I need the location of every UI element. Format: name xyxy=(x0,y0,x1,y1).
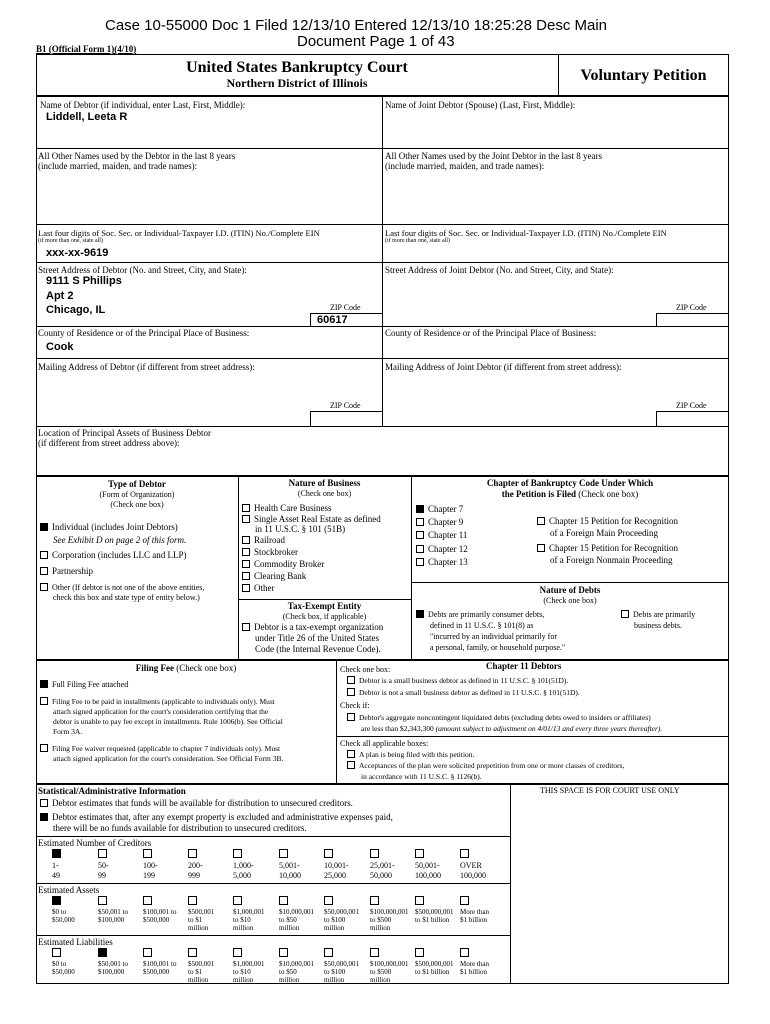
checkbox-clearing-bank[interactable]: Clearing Bank xyxy=(242,571,306,582)
joint-zip-box xyxy=(656,313,729,327)
assets-option[interactable] xyxy=(324,896,359,932)
debtor-mailing-zip-box xyxy=(310,411,383,427)
checkbox-chapter-7[interactable]: Chapter 7 xyxy=(416,504,463,515)
filing-fee-title-wrap xyxy=(36,663,336,673)
debtor-street2: Apt 2 xyxy=(46,290,74,302)
joint-other-names-label: All Other Names used by the Joint Debtor in the last 8 years xyxy=(385,151,602,161)
checkbox-icon[interactable] xyxy=(242,536,250,544)
liabilities-option-label: $100,000,001 xyxy=(370,960,409,968)
checkbox-icon[interactable] xyxy=(242,623,250,631)
debtor-mailing-zip-label: ZIP Code xyxy=(330,401,361,410)
creditors-option-label: 25,000 xyxy=(324,871,346,880)
other-entity-note: check this box and state type of entity below.) xyxy=(53,593,200,602)
creditors-option-label: 100,000 xyxy=(460,871,486,880)
checkbox-icon[interactable] xyxy=(416,545,424,553)
assets-option-label: to $500 xyxy=(370,916,392,924)
assets-option-label: million xyxy=(324,924,345,932)
nature-of-business-title: Nature of Business xyxy=(288,478,361,488)
checkbox-aggregate-debts[interactable]: Debtor's aggregate noncontingent liquidated debts (excluding debts owed to insiders or affiliates) xyxy=(347,712,651,723)
creditors-option-label: 50- xyxy=(98,861,109,870)
checkbox-icon[interactable] xyxy=(279,948,288,957)
liabilities-option[interactable] xyxy=(188,948,214,984)
checkbox-icon[interactable] xyxy=(98,849,107,858)
checkbox-partnership[interactable]: Partnership xyxy=(40,566,93,577)
creditors-option[interactable] xyxy=(370,849,395,881)
checked-box-icon[interactable] xyxy=(416,610,424,618)
assets-option-label: $1,000,001 xyxy=(233,908,265,916)
ch11-check-all: Check all applicable boxes: xyxy=(340,739,429,748)
liabilities-option-label: to $1 xyxy=(188,968,203,976)
checkbox-icon[interactable] xyxy=(416,518,424,526)
creditors-option-label: 199 xyxy=(143,871,155,880)
debtor-ssn-sub: (if more than one, state all) xyxy=(38,238,103,244)
checked-box-icon[interactable] xyxy=(52,896,61,905)
assets-option[interactable] xyxy=(143,896,176,924)
case-stamp-line2: Document Page 1 of 43 xyxy=(297,33,455,50)
checkbox-icon[interactable] xyxy=(347,750,355,758)
assets-option[interactable] xyxy=(415,896,454,924)
liabilities-option-label: million xyxy=(188,976,209,984)
nature-of-business-sub: (Check one box) xyxy=(297,489,352,498)
checkbox-icon[interactable] xyxy=(40,744,48,752)
checkbox-icon[interactable] xyxy=(242,548,250,556)
checkbox-icon[interactable] xyxy=(347,688,355,696)
ch11-check-if: Check if: xyxy=(340,701,370,710)
checkbox-corporation[interactable]: Corporation (includes LLC and LLP) xyxy=(40,550,186,561)
assets-option-label: million xyxy=(188,924,209,932)
checkbox-chapter-13[interactable]: Chapter 13 xyxy=(416,557,468,568)
debtor-street1: 9111 S Phillips xyxy=(46,275,122,287)
creditors-option[interactable] xyxy=(324,849,349,881)
installments-line2: attach signed application for the court's consideration certifying that the xyxy=(53,707,269,716)
checkbox-fee-waiver[interactable]: Filing Fee waiver requested (applicable to chapter 7 individuals only). Must xyxy=(40,744,280,754)
checked-box-icon[interactable] xyxy=(52,849,61,858)
form-id: B1 (Official Form 1)(4/10) xyxy=(36,44,137,54)
joint-street-label: Street Address of Joint Debtor (No. and Street, City, and State): xyxy=(385,265,614,275)
creditors-option-label: 999 xyxy=(188,871,200,880)
debtor-city: Chicago, IL xyxy=(46,304,106,316)
checkbox-icon[interactable] xyxy=(415,849,424,858)
assets-option[interactable] xyxy=(460,896,489,924)
joint-mailing-label: Mailing Address of Joint Debtor (if different from street address): xyxy=(385,362,622,372)
checkbox-single-asset[interactable]: Single Asset Real Estate as defined xyxy=(242,514,381,525)
creditors-option[interactable] xyxy=(188,849,203,881)
checkbox-icon[interactable] xyxy=(40,551,48,559)
liabilities-option[interactable] xyxy=(415,948,454,976)
assets-option-label: $500,001 xyxy=(188,908,215,916)
checkbox-icon[interactable] xyxy=(347,761,355,769)
creditors-option-label: 99 xyxy=(98,871,106,880)
assets-option[interactable] xyxy=(188,896,214,932)
checkbox-acceptances[interactable]: Acceptances of the plan were solicited prepetition from one or more classes of creditors, xyxy=(347,760,624,771)
checked-box-icon[interactable] xyxy=(40,680,48,688)
assets-option-label: $50,000,001 xyxy=(324,908,359,916)
checkbox-icon[interactable] xyxy=(242,584,250,592)
assets-option-label: to $10 xyxy=(233,916,251,924)
checkbox-individual[interactable]: Individual (includes Joint Debtors) xyxy=(40,522,178,533)
case-stamp-line1: Case 10-55000 Doc 1 Filed 12/13/10 Entered 12/13/10 18:25:28 Desc Main xyxy=(105,17,608,34)
business-debts-line2: business debts. xyxy=(634,621,682,630)
checkbox-railroad[interactable]: Railroad xyxy=(242,535,285,546)
debtor-name: Liddell, Leeta R xyxy=(46,111,128,123)
assets-option-label: $100,001 to xyxy=(143,908,177,916)
assets-option-label: $0 to xyxy=(52,908,67,916)
debtor-street-label: Street Address of Debtor (No. and Street, City, and State): xyxy=(38,265,247,275)
assets-option-label: million xyxy=(279,924,300,932)
creditors-option-label: 1,000- xyxy=(233,861,254,870)
checkbox-icon[interactable] xyxy=(40,567,48,575)
checkbox-icon[interactable] xyxy=(415,896,424,905)
checkbox-icon[interactable] xyxy=(370,948,379,957)
assets-option-label: More than xyxy=(460,908,489,916)
liabilities-option-label: to $50 xyxy=(279,968,297,976)
liabilities-option[interactable] xyxy=(98,948,128,976)
assets-option-label: $500,000 xyxy=(143,916,170,924)
checked-box-icon[interactable] xyxy=(40,813,48,821)
checkbox-health-care[interactable]: Health Care Business xyxy=(242,503,331,514)
chapter-15-main-line2: of a Foreign Main Proceeding xyxy=(550,528,658,538)
filing-fee-title: Filing Fee xyxy=(135,663,174,673)
creditors-option-label: 49 xyxy=(52,871,60,880)
checkbox-other-business[interactable]: Other xyxy=(242,583,275,594)
creditors-option-label: 50,000 xyxy=(370,871,392,880)
debtor-other-names-sub: (include married, maiden, and trade names): xyxy=(38,161,198,171)
joint-zip-label: ZIP Code xyxy=(676,303,707,312)
debtor-ssn: xxx-xx-9619 xyxy=(46,247,109,259)
liabilities-option[interactable] xyxy=(233,948,265,984)
checkbox-commodity-broker[interactable]: Commodity Broker xyxy=(242,559,324,570)
checkbox-chapter-15-nonmain[interactable]: Chapter 15 Petition for Recognition xyxy=(537,543,678,554)
checkbox-icon[interactable] xyxy=(98,896,107,905)
checkbox-icon[interactable] xyxy=(143,896,152,905)
checkbox-icon[interactable] xyxy=(52,948,61,957)
chapter-15-nonmain-line2: of a Foreign Nonmain Proceeding xyxy=(550,555,673,565)
checkbox-icon[interactable] xyxy=(279,896,288,905)
creditors-option-label: 5,001- xyxy=(279,861,300,870)
assets-option-label: to $1 billion xyxy=(415,916,450,924)
consumer-debts-line3: "incurred by an individual primarily for xyxy=(430,632,558,641)
debtor-county: Cook xyxy=(46,341,74,353)
checkbox-no-funds[interactable]: Debtor estimates that, after any exempt property is excluded and administrative expenses paid, xyxy=(40,812,393,823)
nature-of-debts-title: Nature of Debts xyxy=(539,585,601,595)
liabilities-option-label: to $100 xyxy=(324,968,346,976)
liabilities-option[interactable] xyxy=(143,948,176,976)
petition-title: Voluntary Petition xyxy=(580,67,707,84)
checkbox-icon[interactable] xyxy=(188,849,197,858)
creditors-option-label: 100- xyxy=(143,861,158,870)
checkbox-icon[interactable] xyxy=(40,799,48,807)
ch11-title: Chapter 11 Debtors xyxy=(486,661,562,671)
debtor-county-label: County of Residence or of the Principal Place of Business: xyxy=(38,328,250,338)
liabilities-option[interactable] xyxy=(370,948,409,984)
checkbox-icon[interactable] xyxy=(233,948,242,957)
assets-option-label: $50,001 to xyxy=(98,908,128,916)
creditors-option-label: 10,000 xyxy=(279,871,301,880)
installments-line4: Form 3A. xyxy=(53,727,83,736)
creditors-option-label: OVER xyxy=(460,861,482,870)
type-of-debtor-title: Type of Debtor xyxy=(108,479,166,489)
liabilities-option[interactable] xyxy=(460,948,489,976)
liabilities-option-label: $10,000,001 xyxy=(279,960,314,968)
joint-county-label: County of Residence or of the Principal Place of Business: xyxy=(385,328,597,338)
joint-other-names-sub: (include married, maiden, and trade names): xyxy=(385,161,545,171)
checkbox-icon[interactable] xyxy=(188,896,197,905)
checkbox-funds-available[interactable]: Debtor estimates that funds will be available for distribution to unsecured creditors. xyxy=(40,798,353,809)
creditors-option[interactable] xyxy=(233,849,254,881)
acceptances-line2: in accordance with 11 U.S.C. § 1126(b). xyxy=(361,772,482,781)
checked-box-icon[interactable] xyxy=(40,523,48,531)
single-asset-cite: in 11 U.S.C. § 101 (51B) xyxy=(255,524,346,534)
assets-option[interactable] xyxy=(370,896,409,932)
liabilities-option-label: $0 to xyxy=(52,960,67,968)
chapter-title1: Chapter of Bankruptcy Code Under Which xyxy=(486,478,654,488)
assets-option-label: $50,000 xyxy=(52,916,75,924)
checkbox-plan-filed[interactable]: A plan is being filed with this petition. xyxy=(347,749,474,760)
debtor-other-names-label: All Other Names used by the Debtor in the last 8 years xyxy=(38,151,236,161)
tax-exempt-sub: (Check box, if applicable) xyxy=(282,612,367,621)
liabilities-option-label: $100,000 xyxy=(98,968,125,976)
checkbox-icon[interactable] xyxy=(143,948,152,957)
location-label1: Location of Principal Assets of Business Debtor xyxy=(38,428,211,438)
court-use-only: THIS SPACE IS FOR COURT USE ONLY xyxy=(540,786,680,795)
liabilities-option-label: $50,001 to xyxy=(98,960,128,968)
checkbox-consumer-debts[interactable]: Debts are primarily consumer debts, xyxy=(416,609,544,620)
checkbox-icon[interactable] xyxy=(621,610,629,618)
creditors-label: Estimated Number of Creditors xyxy=(38,838,152,848)
type-of-debtor-sub2: (Check one box) xyxy=(110,500,164,509)
checkbox-icon[interactable] xyxy=(347,713,355,721)
location-label2: (if different from street address above): xyxy=(38,438,180,448)
assets-label: Estimated Assets xyxy=(38,885,100,895)
joint-mailing-zip-box xyxy=(656,411,729,427)
checkbox-chapter-15-main[interactable]: Chapter 15 Petition for Recognition xyxy=(537,516,678,527)
checkbox-icon[interactable] xyxy=(242,515,250,523)
checkbox-icon[interactable] xyxy=(416,531,424,539)
assets-option[interactable] xyxy=(279,896,314,932)
checkbox-full-fee[interactable]: Full Filing Fee attached xyxy=(40,679,128,690)
liabilities-option-label: million xyxy=(233,976,254,984)
checkbox-icon[interactable] xyxy=(347,676,355,684)
creditors-option[interactable] xyxy=(143,849,158,881)
checkbox-icon[interactable] xyxy=(188,948,197,957)
joint-ssn-sub: (if more than one, state all) xyxy=(385,238,450,244)
creditors-option-label: 5,000 xyxy=(233,871,251,880)
checkbox-icon[interactable] xyxy=(233,849,242,858)
assets-option-label: million xyxy=(370,924,391,932)
type-of-debtor-sub1: (Form of Organization) xyxy=(99,490,175,499)
assets-option[interactable] xyxy=(233,896,265,932)
assets-option-label: $10,000,001 xyxy=(279,908,314,916)
creditors-option[interactable] xyxy=(98,849,109,881)
joint-mailing-zip-label: ZIP Code xyxy=(676,401,707,410)
tax-exempt-line2: under Title 26 of the United States xyxy=(255,633,379,643)
ch11-check-one: Check one box: xyxy=(340,665,391,674)
liabilities-option-label: $50,000 xyxy=(52,968,75,976)
liabilities-option-label: $50,000,001 xyxy=(324,960,359,968)
checkbox-icon[interactable] xyxy=(324,849,333,858)
creditors-option[interactable] xyxy=(415,849,441,881)
liabilities-option-label: $500,001 xyxy=(188,960,215,968)
creditors-option[interactable] xyxy=(52,849,61,881)
liabilities-label: Estimated Liabilities xyxy=(38,937,113,947)
checkbox-chapter-11[interactable]: Chapter 11 xyxy=(416,530,467,541)
checkbox-icon[interactable] xyxy=(40,583,48,591)
joint-ssn-label: Last four digits of Soc. Sec. or Individual-Taxpayer I.D. (ITIN) No./Complete EIN xyxy=(385,228,667,238)
creditors-option-label: 1- xyxy=(52,861,59,870)
creditors-option-label: 25,001- xyxy=(370,861,395,870)
checkbox-icon[interactable] xyxy=(415,948,424,957)
creditors-option-label: 50,001- xyxy=(415,861,440,870)
creditors-option-label: 200- xyxy=(188,861,203,870)
checked-box-icon[interactable] xyxy=(416,505,424,513)
assets-option-label: million xyxy=(233,924,254,932)
checkbox-installments[interactable]: Filing Fee to be paid in installments (applicable to individuals only). Must xyxy=(40,697,275,707)
chapter-title2: the Petition is Filed xyxy=(501,489,576,499)
creditors-option[interactable] xyxy=(279,849,301,881)
debtor-mailing-label: Mailing Address of Debtor (if different from street address): xyxy=(38,362,255,372)
checkbox-icon[interactable] xyxy=(40,697,48,705)
court-district: Northern District of Illinois xyxy=(226,76,368,90)
liabilities-option-label: $500,000 xyxy=(143,968,170,976)
assets-option-label: $1 billion xyxy=(460,916,488,924)
chapter-title2-sub: (Check one box) xyxy=(578,489,639,499)
checkbox-chapter-12[interactable]: Chapter 12 xyxy=(416,544,468,555)
checkbox-icon[interactable] xyxy=(324,948,333,957)
creditors-option-label: 100,000 xyxy=(415,871,441,880)
liabilities-option-label: More than xyxy=(460,960,489,968)
liabilities-option-label: to $10 xyxy=(233,968,251,976)
checkbox-icon[interactable] xyxy=(242,504,250,512)
assets-option[interactable] xyxy=(98,896,128,924)
court-title: United States Bankruptcy Court xyxy=(186,59,408,76)
liabilities-option-label: million xyxy=(324,976,345,984)
creditors-option-label: 10,001- xyxy=(324,861,349,870)
installments-line3: debtor is unable to pay fee except in installments. Rule 1006(b). See Official xyxy=(53,717,283,726)
liabilities-option[interactable] xyxy=(324,948,359,984)
consumer-debts-line4: a personal, family, or household purpose." xyxy=(430,643,566,652)
liabilities-option-label: million xyxy=(370,976,391,984)
liabilities-option-label: to $500 xyxy=(370,968,392,976)
consumer-debts-line2: defined in 11 U.S.C. § 101(8) as xyxy=(430,621,534,630)
liabilities-option-label: $100,001 to xyxy=(143,960,177,968)
liabilities-option[interactable] xyxy=(52,948,75,976)
checkbox-icon[interactable] xyxy=(143,849,152,858)
checked-box-icon[interactable] xyxy=(98,948,107,957)
liabilities-option-label: $500,000,001 xyxy=(415,960,454,968)
no-funds-line2: there will be no funds available for distribution to unsecured creditors. xyxy=(53,823,307,833)
joint-name-label: Name of Joint Debtor (Spouse) (Last, First, Middle): xyxy=(385,100,576,110)
liabilities-option-label: to $1 billion xyxy=(415,968,450,976)
debtor-name-label: Name of Debtor (if individual, enter Last, First, Middle): xyxy=(40,100,246,110)
checkbox-not-small-business[interactable]: Debtor is not a small business debtor as defined in 11 U.S.C. § 101(51D). xyxy=(347,687,580,698)
assets-option-label: to $100 xyxy=(324,916,346,924)
checkbox-icon[interactable] xyxy=(242,572,250,580)
statistical-title: Statistical/Administrative Information xyxy=(38,786,186,796)
assets-option-label: $500,000,001 xyxy=(415,908,454,916)
checkbox-icon[interactable] xyxy=(233,896,242,905)
assets-option-label: to $50 xyxy=(279,916,297,924)
fee-waiver-line2: attach signed application for the court's consideration. See Official Form 3B. xyxy=(53,754,284,763)
chapter-title2-wrap xyxy=(411,489,729,499)
debtor-ssn-label: Last four digits of Soc. Sec. or Individual-Taxpayer I.D. (ITIN) No./Complete EIN xyxy=(38,228,320,238)
liabilities-option[interactable] xyxy=(279,948,314,984)
checkbox-icon[interactable] xyxy=(324,896,333,905)
checkbox-icon[interactable] xyxy=(242,560,250,568)
checkbox-icon[interactable] xyxy=(537,517,545,525)
checkbox-icon[interactable] xyxy=(370,896,379,905)
assets-option-label: $100,000 xyxy=(98,916,125,924)
checkbox-icon[interactable] xyxy=(460,896,469,905)
checkbox-stockbroker[interactable]: Stockbroker xyxy=(242,547,298,558)
checkbox-chapter-9[interactable]: Chapter 9 xyxy=(416,517,463,528)
creditors-option[interactable] xyxy=(460,849,486,881)
assets-option[interactable] xyxy=(52,896,75,924)
filing-fee-sub: (Check one box) xyxy=(176,663,237,673)
checkbox-icon[interactable] xyxy=(460,849,469,858)
checkbox-icon[interactable] xyxy=(460,948,469,957)
checkbox-small-business[interactable]: Debtor is a small business debtor as defined in 11 U.S.C. § 101(51D). xyxy=(347,675,568,686)
checkbox-other-entity[interactable]: Other (If debtor is not one of the above entities, xyxy=(40,582,204,593)
checkbox-icon[interactable] xyxy=(370,849,379,858)
tax-exempt-line3: Code (the Internal Revenue Code). xyxy=(255,644,381,654)
tax-exempt-title: Tax-Exempt Entity xyxy=(287,601,362,611)
checkbox-icon[interactable] xyxy=(537,544,545,552)
checkbox-icon[interactable] xyxy=(279,849,288,858)
assets-option-label: to $1 xyxy=(188,916,203,924)
liabilities-option-label: million xyxy=(279,976,300,984)
individual-note: See Exhibit D on page 2 of this form. xyxy=(53,535,187,545)
debtor-zip: 60617 xyxy=(317,314,348,326)
checkbox-business-debts[interactable]: Debts are primarily xyxy=(621,609,695,620)
assets-option-label: $100,000,001 xyxy=(370,908,409,916)
checkbox-icon[interactable] xyxy=(416,558,424,566)
aggregate-debts-line2: are less than $2,343,300 (amount subject to adjustment on 4/01/13 and every three years thereafter). xyxy=(361,724,663,733)
liabilities-option-label: $1 billion xyxy=(460,968,488,976)
checkbox-tax-exempt[interactable]: Debtor is a tax-exempt organization xyxy=(242,622,383,633)
nature-of-debts-sub: (Check one box) xyxy=(543,596,597,605)
debtor-zip-label: ZIP Code xyxy=(330,303,361,312)
liabilities-option-label: $1,000,001 xyxy=(233,960,265,968)
